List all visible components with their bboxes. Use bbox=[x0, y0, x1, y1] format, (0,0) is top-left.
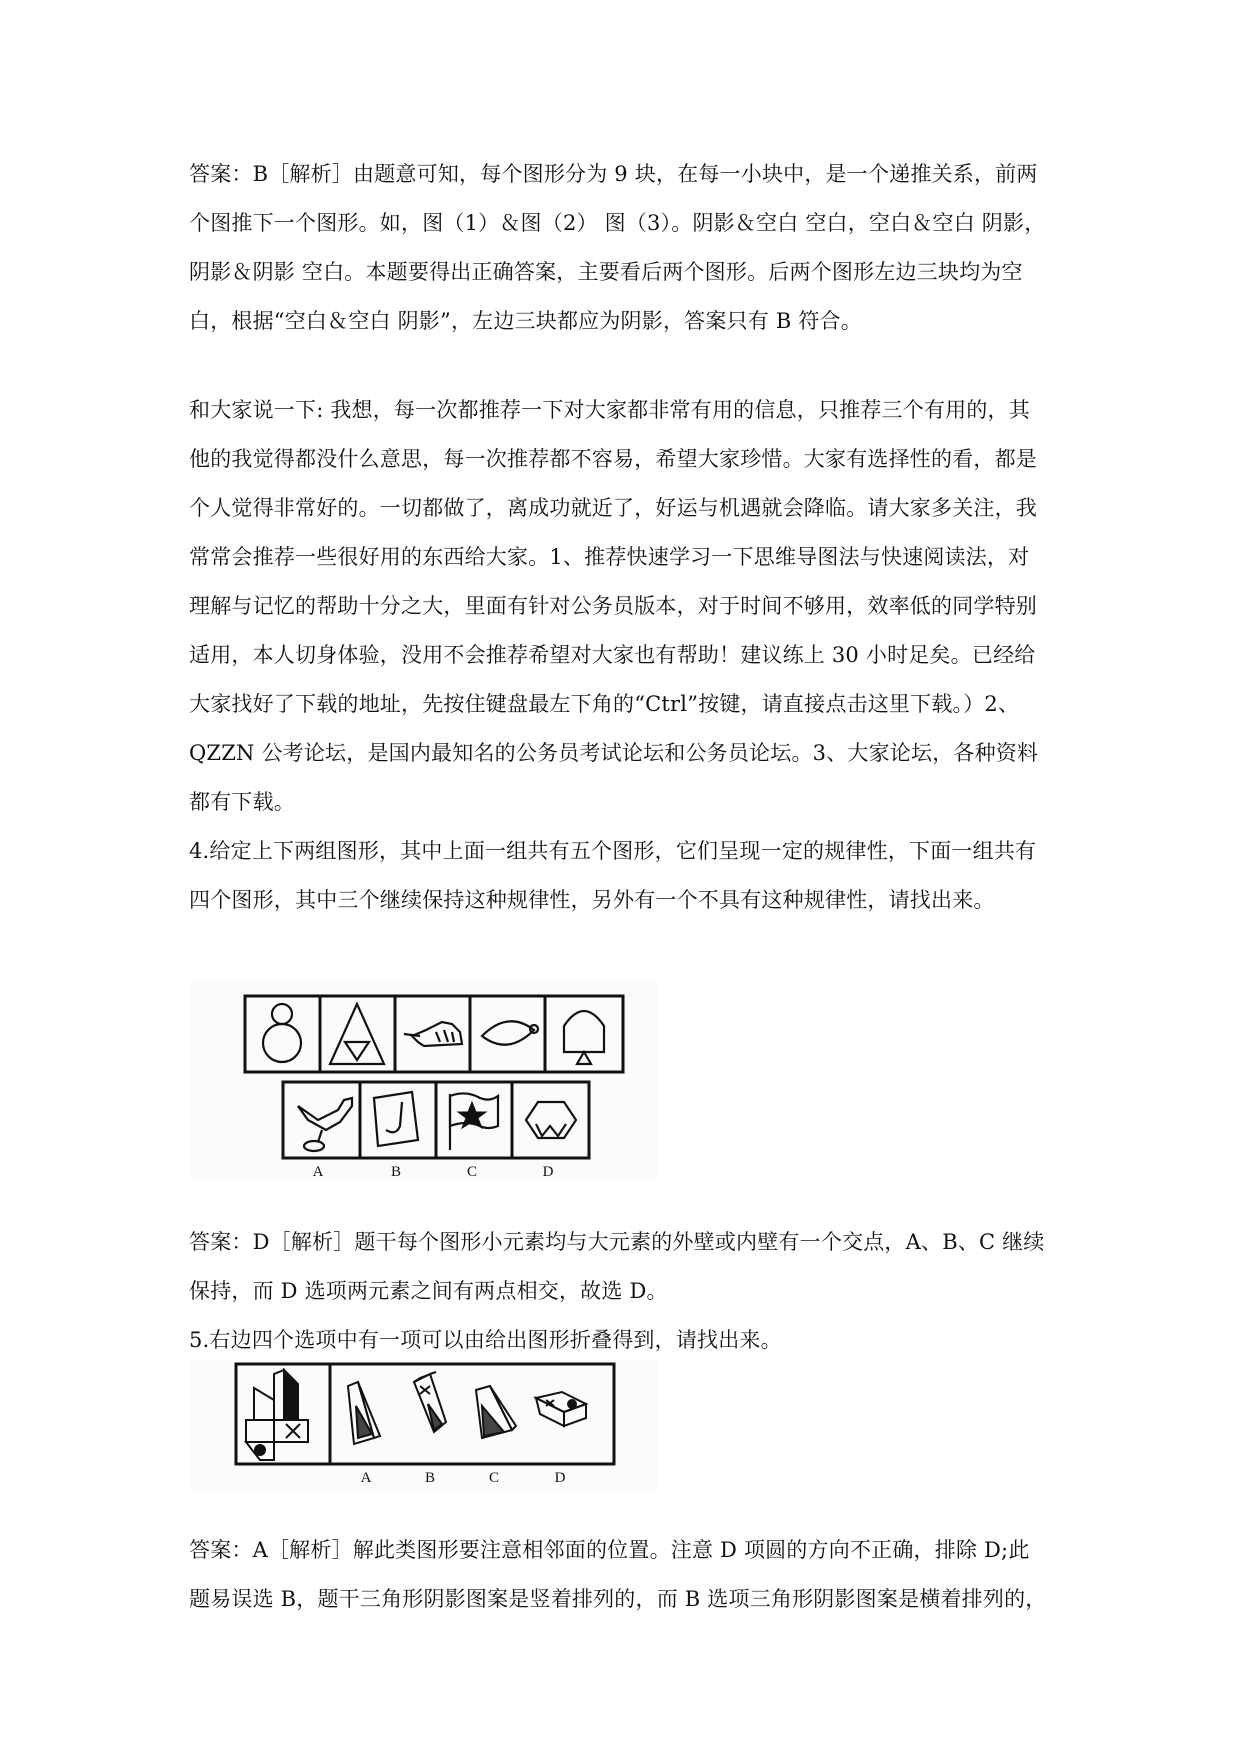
option-d-hexagon-figure bbox=[526, 1102, 576, 1138]
recommend-line: 大家找好了下载的地址，先按住键盘最左下角的“Ctrl”按键，请直接点击这里下载。）2、 bbox=[189, 692, 1020, 716]
option-b-label: B bbox=[424, 1470, 436, 1486]
recommend-line: 个人觉得非常好的。一切都做了，离成功就近了，好运与机遇就会降临。请大家多关注，我 bbox=[189, 496, 1037, 520]
answer-4-paragraph bbox=[189, 1218, 1065, 1316]
answer-4-line: 答案：D［解析］题干每个图形小元素均与大元素的外壁或内壁有一个交点，A、B、C 继续 bbox=[189, 1230, 1045, 1254]
option-d-label: D bbox=[542, 1164, 554, 1180]
recommend-line: QZZN 公考论坛，是国内最知名的公务员考试论坛和公务员论坛。3、大家论坛，各种资料 bbox=[189, 741, 1039, 765]
option-a-label: A bbox=[312, 1164, 324, 1180]
question-5-figure bbox=[190, 1360, 658, 1490]
recommend-line: 和大家说一下: 我想，每一次都推荐一下对大家都非常有用的信息，只推荐三个有用的，其 bbox=[189, 398, 1030, 422]
question-4-line: 四个图形，其中三个继续保持这种规律性，另外有一个不具有这种规律性，请找出来。 bbox=[189, 888, 995, 912]
answer-5-paragraph bbox=[189, 1526, 1065, 1624]
answer-3-line: 白，根据“空白＆空白 阴影”，左边三块都应为阴影，答案只有 B 符合。 bbox=[189, 309, 862, 333]
recommend-line: 常常会推荐一些很好用的东西给大家。1、推荐快速学习一下思维导图法与快速阅读法，对 bbox=[189, 545, 1030, 569]
circle-pair-figure bbox=[263, 1004, 301, 1062]
recommend-line: 都有下载。 bbox=[189, 790, 295, 814]
recommend-line: 他的我觉得都没什么意思，每一次推荐都不容易，希望大家珍惜。大家有选择性的看，都是 bbox=[189, 447, 1037, 471]
option-a-label: A bbox=[360, 1470, 372, 1486]
option-c-flag-figure bbox=[450, 1093, 498, 1150]
answer-3-line: 答案：B［解析］由题意可知，每个图形分为 9 块，在每一小块中，是一个递推关系，前两 bbox=[189, 162, 1038, 186]
option-a-prism-figure bbox=[348, 1382, 380, 1444]
option-a-bird-figure bbox=[298, 1098, 352, 1151]
shoe-figure bbox=[404, 1022, 462, 1046]
option-c-label: C bbox=[466, 1164, 478, 1180]
option-c-prism-figure bbox=[476, 1386, 516, 1438]
option-b-label: B bbox=[390, 1164, 402, 1180]
option-d-prism-figure bbox=[536, 1392, 586, 1426]
question-4-figure bbox=[190, 980, 658, 1180]
answer-4-line: 保持，而 D 选项两元素之间有两点相交，故选 D。 bbox=[189, 1279, 668, 1303]
option-d-label: D bbox=[554, 1470, 566, 1486]
option-b-square-figure bbox=[374, 1092, 418, 1146]
question-4-line: 4.给定上下两组图形，其中上面一组共有五个图形，它们呈现一定的规律性，下面一组共有 bbox=[189, 839, 1037, 863]
answer-5-line: 答案：A［解析］解此类图形要注意相邻面的位置。注意 D 项圆的方向不正确，排除 D;此 bbox=[189, 1538, 1030, 1562]
bell-figure bbox=[564, 1011, 604, 1064]
answer-5-line: 题易误选 B，题干三角形阴影图案是竖着排列的，而 B 选项三角形阴影图案是横着排列的， bbox=[189, 1587, 1047, 1611]
recommend-line: 理解与记忆的帮助十分之大，里面有针对公务员版本，对于时间不够用，效率低的同学特别 bbox=[189, 594, 1037, 618]
recommend-paragraph bbox=[189, 386, 1065, 827]
option-b-prism-figure bbox=[414, 1372, 446, 1432]
answer-3-line: 阴影＆阴影 空白。本题要得出正确答案，主要看后两个图形。后两个图形左边三块均为空 bbox=[189, 260, 1023, 284]
top-row-frame bbox=[245, 996, 623, 1072]
option-c-label: C bbox=[488, 1470, 500, 1486]
answer-3-paragraph bbox=[189, 150, 1065, 346]
leaf-figure bbox=[482, 1021, 538, 1044]
answer-3-line: 个图推下一个图形。如，图（1）＆图（2） 图（3）。阴影＆空白 空白，空白＆空白 阴影， bbox=[189, 211, 1046, 235]
unfolded-net-figure bbox=[246, 1370, 308, 1460]
triangle-figure bbox=[330, 1004, 384, 1064]
question-5-paragraph bbox=[189, 1316, 1065, 1365]
question-4-paragraph bbox=[189, 827, 1065, 925]
question-5-line: 5.右边四个选项中有一项可以由给出图形折叠得到，请找出来。 bbox=[189, 1328, 782, 1352]
recommend-line: 适用，本人切身体验，没用不会推荐希望对大家也有帮助！建议练上 30 小时足矣。已经给 bbox=[189, 643, 1036, 667]
